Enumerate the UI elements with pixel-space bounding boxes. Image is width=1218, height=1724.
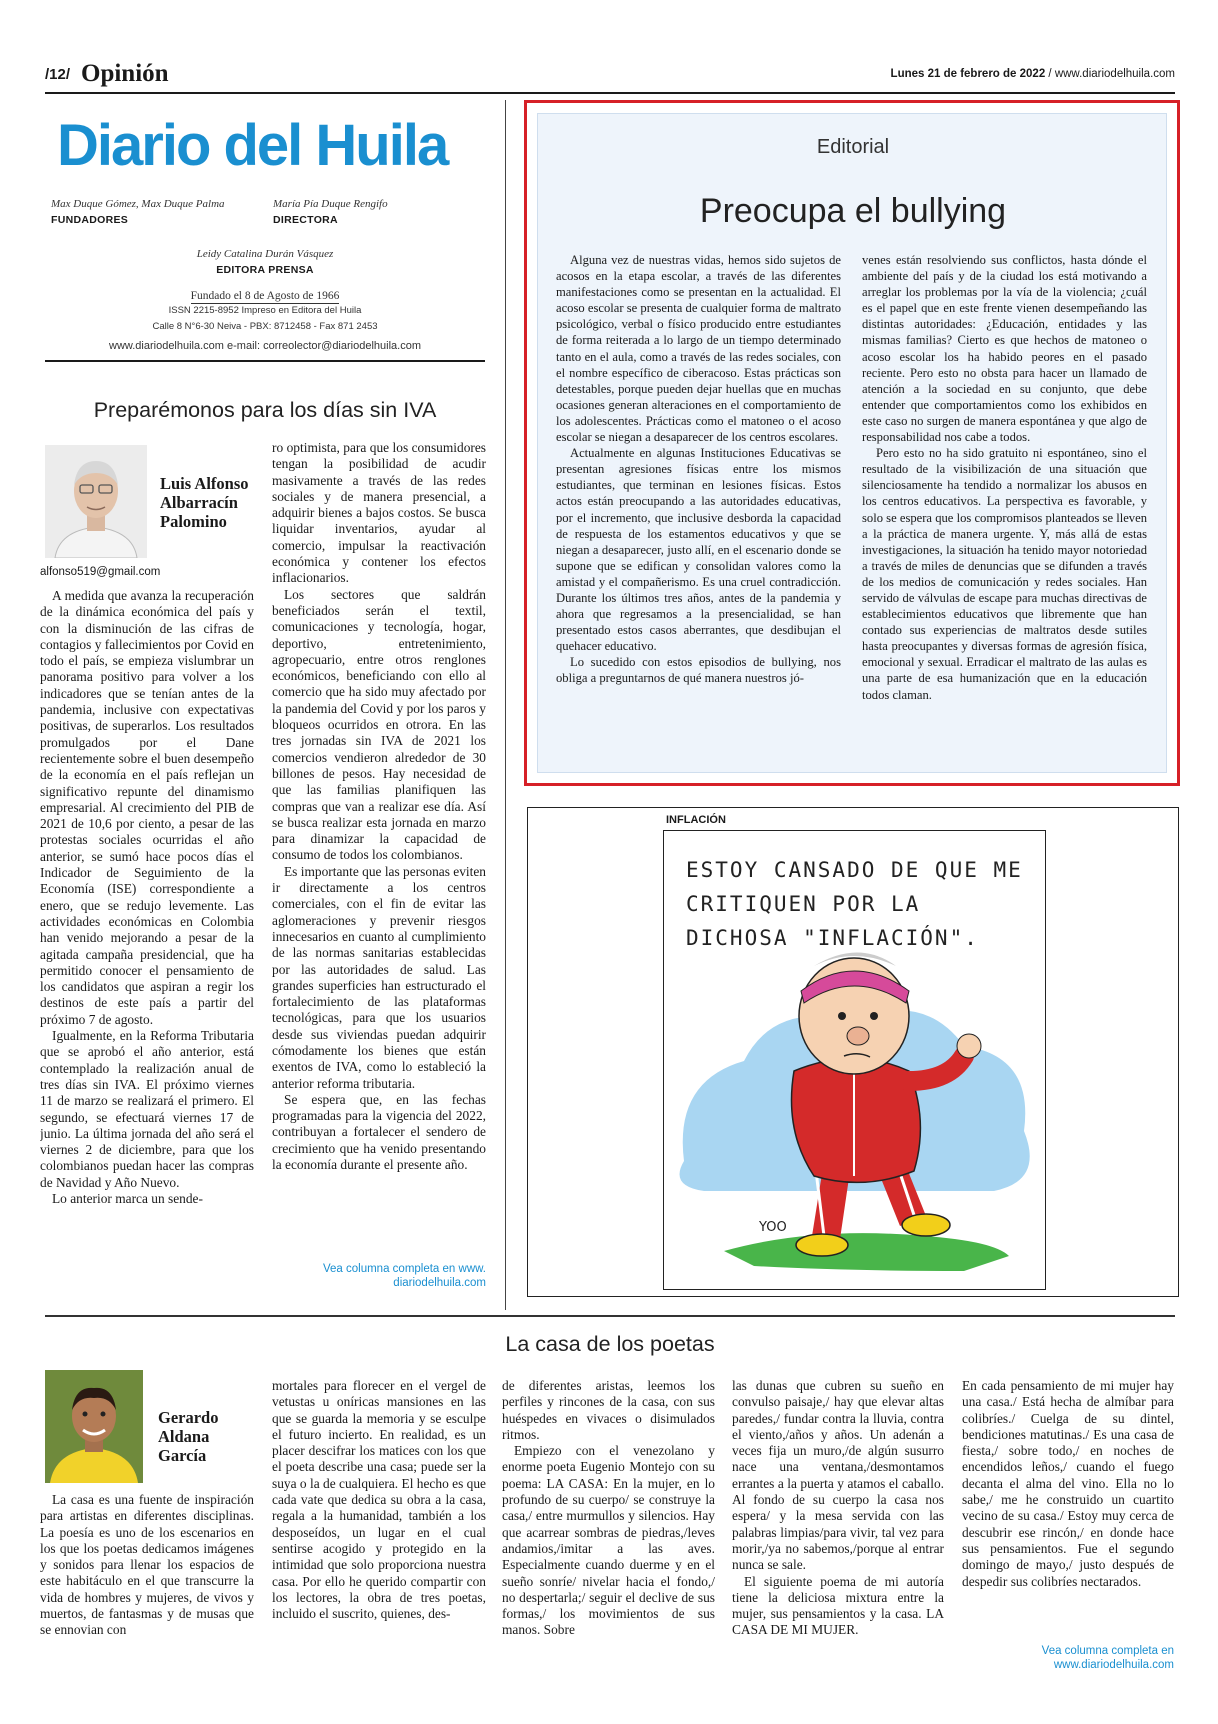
header-website: / www.diariodelhuila.com [1045,68,1175,80]
editor-name: Leidy Catalina Durán Vásquez [196,248,334,260]
author-photo [45,1370,143,1483]
editorial-paragraph: venes están resolviendo sus conflictos, hasta dónde el ambiente del país y de la ciudad los está motivando a arreglar los problemas por la vía de la violencia; ¿cuál es el papel que en este frente vienen desempeñando las distintas autoridades: ¿Educación, entidades y las mismas familias? Cierto es que hechos de matoneo o acoso escolar los ha habido peores en el pasado reciente. Pero esto no obsta para hacer un llamado de atención a la sociedad en su conjunto, que debe entender que comportamientos como los exhibidos en este caso no surgen de manera espontánea y que algo de responsabilidad nos cabe a todos. [862,253,1147,445]
founded-line: Fundado el 8 de Agosto de 1966 [190,290,340,302]
poets-paragraph: El siguiente poema de mi autoría tiene la deliciosa mixtura entre la mujer, sus pensamientos y la casa. LA CASA DE MI MUJER. [732,1573,944,1638]
editorial-column-2 [862,252,1147,762]
date-line [891,68,1175,80]
poets-title: La casa de los poetas [505,1332,715,1356]
issn-line: ISSN 2215-8952 Impreso en Editora del Huila [168,305,362,316]
author-email[interactable]: alfonso519@gmail.com [40,566,161,578]
cartoon-label: INFLACIÓN [666,814,726,826]
opinion-paragraph: ro optimista, para que los consumidores tengan la posibilidad de acudir masivamente a través de las redes sociales y de manera presencial, a adquirir bienes a bajos costos. Se busca liquidar inventarios, ayudar al comercio, impulsar la reactivación económica y contener los efectos inflacionarios. [272,440,486,586]
opinion-column-1 [40,588,254,1298]
section-title: Opinión [81,60,169,87]
page-header [45,62,1175,94]
opinion-paragraph: Se espera que, en las fechas programadas para la vigencia del 2022, contribuyan a fortalecer el sendero de crecimiento que ha venido presentando la economía durante el presente año. [272,1091,486,1173]
column-divider [505,100,506,1310]
issue-date: Lunes 21 de febrero de 2022 [890,68,1046,80]
opinion-title: Preparémonos para los días sin IVA [93,398,437,422]
editorial-box [524,100,1180,786]
contact-line: www.diariodelhuila.com e-mail: correolector@diariodelhuila.com [109,340,421,352]
poets-paragraph: mortales para florecer en el vergel de vetustas u oníricas mansiones en las que se guarda la memoria y se esculpe el futuro incierto. En realidad, es un placer descifrar los matices con los que el poeta describe una casa; puede ser la suya o la de cualquiera. El hecho es que cada vate que dedica su obra a la casa, regala a la humanidad, también a los desposeídos, un lugar en el cual sentirse acogido y protegido en la intimidad que solo proporciona nuestra casa. Por ello he querido compartir con los lectores, la obra de tres poetas, incluido el suscrito, quienes, des- [272,1378,486,1622]
poets-paragraph: La casa es una fuente de inspiración para artistas en diferentes disciplinas. La poesía es uno de los escenarios en los que los poetas dedicamos imágenes y sonidos para llenar los espacios de este habitáculo en el que transcurre la vida de hombres y mujeres, de vivos y muertos, de fantasmas y de musas que se ennovian con [40,1492,254,1638]
poets-paragraph: las dunas que cubren su sueño en convulso paisaje,/ hay que elevar altas paredes,/ fundar contra la lluvia, contra el viento,/años y años. Un adenán a veces fija un muro,/de algún susurro nace una ventana,/desmontamos errantes a la puerta y atamos el caballo. Al fondo de su cuerpo la casa nos espera/ y la mesa servida con las palabras limpias/para vivir, tal vez para morir,/ya no sabemos,/porque al entrar nunca se sale. [732,1378,944,1573]
poets-author: Gerardo Aldana García [158,1408,219,1465]
editorial-paragraph: Pero esto no ha sido gratuito ni espontáneo, sino el resultado de la visibilización de una situación que silenciosamente ha tendido a normalizar los abusos en los centros educativos. La perspectiva es favorable, y solo se espera que los compromisos planteados se lleven a la práctica de manera urgente. Y, más allá de estas investigaciones, la situación ha tenido mayor notoriedad a través de miles de denuncias que se difunden a través de los medios de comunicación y redes sociales. Han servido de válvulas de escape para muchas directivas de establecimientos educativos que libremente que han contado sus experiencias de maltratos desde sutiles hasta preocupantes y diversas formas de agresión física, emocional y sexual. Erradicar el maltrato de las aulas es una parte de esa humanización que en la educación todos claman. [862,446,1147,702]
poets-web-link[interactable]: Vea columna completa en www.diariodelhuila.com [1041,1645,1174,1671]
opinion-column-2 [272,440,486,1260]
cartoon-signature: YOO [759,1220,787,1235]
poets-column-4 [732,1378,944,1706]
editor-role: EDITORA PRENSA [216,264,314,276]
masthead [45,112,485,362]
poets-paragraph: de diferentes aristas, leemos los perfiles y rincones de la casa, con sus huéspedes en vivaces o disimulados ritmos. [502,1378,715,1442]
author-photo [45,445,147,558]
poets-column-1 [40,1492,254,1707]
newspaper-logo: Diario del Huila [57,113,448,178]
opinion-paragraph: A medida que avanza la recuperación de la dinámica económica del país y con la disminución de las cifras de contagios y fallecimientos por Covid en todo el país, se empieza vislumbrar un panorama positivo para volver a los indicadores que se tenían antes de la pandemia, inclusive con expectativas positivas, de superarlos. Los resultados promulgados por el Dane recientemente sobre el buen desempeño de la economía en el país reflejan un significativo repunte del dinamismo empresarial. Al crecimiento del PIB de 2021 de 10,6 por ciento, a pesar de las protestas sociales ocurridas el año anterior, se sumó hace pocos días el Indicador de Seguimiento de la Economía (ISE) correspondiente a enero, que se redujo levemente. Las actividades económicas en Colombia han venido mejorando a pesar de la agitada campaña presidencial, que ha permitido conocer el pensamiento de los candidatos que aspiran a regir los destinos de este país a partir del próximo 7 de agosto. [40,588,254,1027]
founded-line-wrap [45,286,485,304]
opinion-web-link[interactable]: Vea columna completa en www. diariodelhuila.com [322,1263,486,1289]
cartoon-drawing-icon [664,831,1046,1290]
poets-column-3 [502,1378,715,1706]
editorial-panel [537,113,1167,773]
poets-column-5 [962,1378,1174,1640]
poets-paragraph: Empiezo con el venezolano y enorme poeta Eugenio Montejo con su poema: LA CASA: En la mujer, en lo profundo de su cuerpo/ se construye la casa,/ entre murmullos y silencios. Hay que acarrear sombras de piedras,/leves andamios,/imitar a las aves. Especialmente cuando duerme y en el sueño sonríe/ nivelar hacia el fondo,/ no despertarla;/ seguir el declive de sus formas,/ los movimientos de sus manos. Sobre [502,1443,715,1638]
editorial-title: Preocupa el bullying [699,192,1007,230]
cartoon-speech: ESTOY CANSADO DE QUE ME CRITIQUEN POR LA DICHOSA "INFLACIÓN". [686,858,1023,950]
section-divider [45,1315,1175,1317]
address-line: Calle 8 N°6-30 Neiva - PBX: 8712458 - Fax 871 2453 [152,321,378,332]
editorial-paragraph: Lo sucedido con estos episodios de bullying, nos obliga a preguntarnos de qué manera nuestros jó- [556,655,841,686]
opinion-paragraph: Lo anterior marca un sende- [52,1190,203,1206]
opinion-paragraph: Es importante que las personas eviten ir directamente a los centros comerciales, con el fin de evitar las aglomeraciones y prevenir riesgos innecesarios en cuanto al cumplimiento de las normas sanitarias establecidas por las autoridades de salud. Las grandes superficies han estructurado el fortalecimiento de las plataformas tecnológicas, para que los usuarios desde sus viviendas puedan adquirir cómodamente los bienes que están exentos de IVA, como lo estableció la anterior reforma tributaria. [272,863,486,1091]
cartoon-frame [527,807,1179,1297]
author-portrait-icon [45,445,147,558]
editorial-column-1 [556,252,841,762]
founders-role: FUNDADORES [51,214,129,226]
editorial-paragraph: Actualmente en algunas Instituciones Educativas se presentan agresiones físicas entre los mismos estudiantes, que terminan en lesiones físicas. Estos actos están preocupando a las autoridades educativas, por el incremento, que inclusive desborda la capacidad de respuesta de los estamentos educativos y que se niegan a desaparecer, justo allí, en el escenario donde se supone que se edifican y consolidan valores como la amistad y el compañerismo. Es una cruel contradicción. Durante los últimos tres años, antes de la pandemia y ahora que regresamos a la presencialidad, se han presentado estos casos aberrantes, que desdibujan el quehacer educativo. [556,446,841,654]
editorial-label: Editorial [816,136,890,158]
cartoon-panel [663,830,1046,1290]
opinion-paragraph: Los sectores que saldrán beneficiados serán el textil, comunicaciones y tecnología, hogar, deportivo, entretenimiento, agropecuario, entre otros renglones económicos, beneficiando con ello al comercio que ha sido muy afectado por la pandemia del Covid y por los paros y bloqueos ocurridos en otrora. En las tres jornadas sin IVA de 2021 los comercios vendieron alrededor de 30 billones de pesos. Hay necesidad de que las familias planifiquen las compras que van a realizar ese día. Así se busca realizar esta jornada en marzo para dinamizar la capacidad de consumo de todos los colombianos. [272,586,486,863]
director-role: DIRECTORA [273,214,338,226]
poets-column-2 [272,1378,486,1706]
author-portrait-icon [45,1370,143,1483]
opinion-author: Luis Alfonso Albarracín Palomino [160,474,249,531]
director-name: María Pía Duque Rengifo [273,198,388,210]
founders-names: Max Duque Gómez, Max Duque Palma [51,198,225,210]
editorial-paragraph: Alguna vez de nuestras vidas, hemos sido sujetos de acosos en la etapa escolar, a través de las diferentes manifestaciones como se presentan en la actualidad. El acoso escolar se presenta de cualquier forma de maltrato psicológico, verbal o físico producido entre estudiantes de forma reiterada a lo largo de un tiempo determinado tanto en el aula, como a través de las redes sociales, con el nombre específico de ciberacoso. Estas prácticas son detestables, porque pueden dejar huellas que en muchas ocasiones generan alteraciones en el comportamiento de los adolescentes. Prácticas como el matoneo o el acoso escolar se niegan a desaparecer de los centros escolares. [556,253,841,445]
poets-paragraph: En cada pensamiento de mi mujer hay una casa./ Está hecha de almíbar para colibríes./ Cuelga de su dintel, bendiciones matutinas./ Es una casa de fiesta,/ sobre todo,/ en noches de encendidos leños,/ cuando el fuego decanta el alma del vino. Ella no lo sabe,/ me he construido un cuartito vecino de su casa./ Estoy muy cerca de descubrir ese rincón,/ en donde hace sus pensamientos. Fue el segundo domingo de mayo,/ justo después de despedir sus colibríes nectarados. [962,1378,1174,1589]
opinion-paragraph: Igualmente, en la Reforma Tributaria que se aprobó el año anterior, está contemplado la realización anual de tres días sin IVA. El próximo viernes 11 de marzo se realizará el primero. El segundo, se efectuará viernes 17 de junio. La última jornada del año será el viernes 2 de diciembre, para que los colombianos puedan hacer las compras de Navidad y Año Nuevo. [40,1028,254,1190]
page-number: /12/ [45,66,71,83]
